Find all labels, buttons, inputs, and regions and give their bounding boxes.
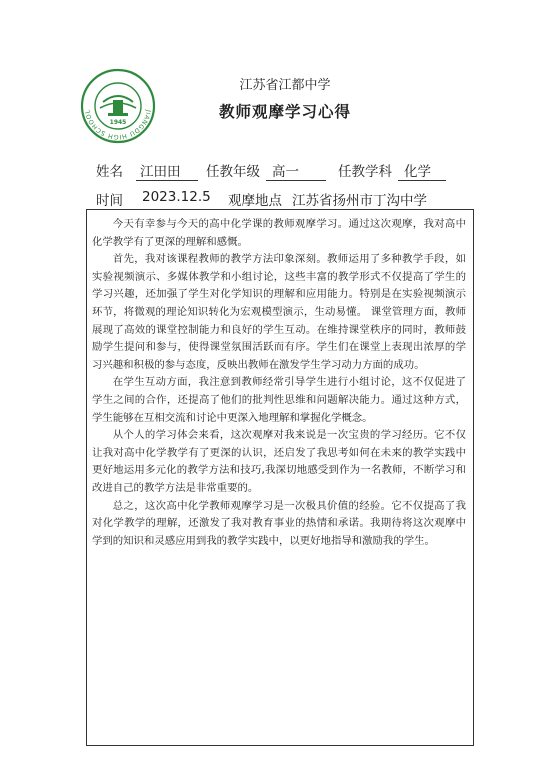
name-label: 姓名 xyxy=(96,164,123,180)
paragraph: 首先，我对该课程教师的教学方法印象深刻。教师运用了多种教学手段，如实验视频演示、多媒体教学和小组讨论，这些丰富的教学形式不仅提高了学生的学习兴趣，还加强了学生对化学知识的理解和应用能力。特别是在实验视频演示环节，将微观的理论知识转化为宏观模型演示，生动易懂。 课堂管理方面，教师展现了高效的课堂控制能力和良好的学生互动。在维持课堂秩序的同时，教师鼓励学生提问和参与，使得课堂氛围活跃而有序。学生们在课堂上表现出浓厚的学习兴趣和积极的参与态度，反映出教师在激发学生学习动力方面的成功。 xyxy=(92,253,466,371)
place-value: 江苏省扬州市丁沟中学 xyxy=(292,193,427,209)
paragraph: 总之，这次高中化学教师观摩学习是一次极具价值的经验。它不仅提高了我对化学教学的理解，还激发了我对教育事业的热情和承诺。我期待将这次观摩中学到的知识和灵感应用到我的教学实践中，以更好地指导和激励我的学生。 xyxy=(92,499,466,547)
subject-label: 任教学科 xyxy=(338,164,392,180)
place-label: 观摩地点 xyxy=(228,193,282,209)
document-title: 教师观摩学习心得 xyxy=(218,103,351,121)
subject-value: 化学 xyxy=(404,164,431,180)
grade-underline xyxy=(266,180,326,181)
paragraph: 在学生互动方面，我注意到教师经常引导学生进行小组讨论，这不仅促进了学生之间的合作，还提高了他们的批判性思维和问题解决能力。通过这种方式，学生能够在互相交流和讨论中更深入地理解和掌握化学概念。 xyxy=(92,376,466,424)
paragraph: 从个人的学习体会来看，这次观摩对我来说是一次宝贵的学习经历。它不仅让我对高中化学教学有了更深的认识，还启发了我思考如何在未来的教学实践中更好地运用多元化的教学方法和技巧,我深切地感受到作为一名教师，不断学习和改进自己的教学方法是非常重要的。 xyxy=(92,429,466,494)
time-value: 2023.12.5 xyxy=(142,189,211,205)
logo-ring-text: JIANGDU HIGH SCHOOL xyxy=(84,108,152,141)
name-underline xyxy=(136,180,198,181)
logo-year: 1945 xyxy=(109,119,127,126)
time-label: 时间 xyxy=(96,193,123,209)
grade-value: 高一 xyxy=(272,164,299,180)
grade-label: 任教年级 xyxy=(206,164,260,180)
paragraph: 今天有幸参与今天的高中化学课的教师观摩学习。通过这次观摩，我对高中化学教学有了更深的理解和感慨。 xyxy=(92,218,466,248)
reflection-body xyxy=(92,216,466,550)
name-value: 江田田 xyxy=(140,164,181,180)
school-name: 江苏省江都中学 xyxy=(239,78,331,93)
subject-underline xyxy=(398,180,446,181)
